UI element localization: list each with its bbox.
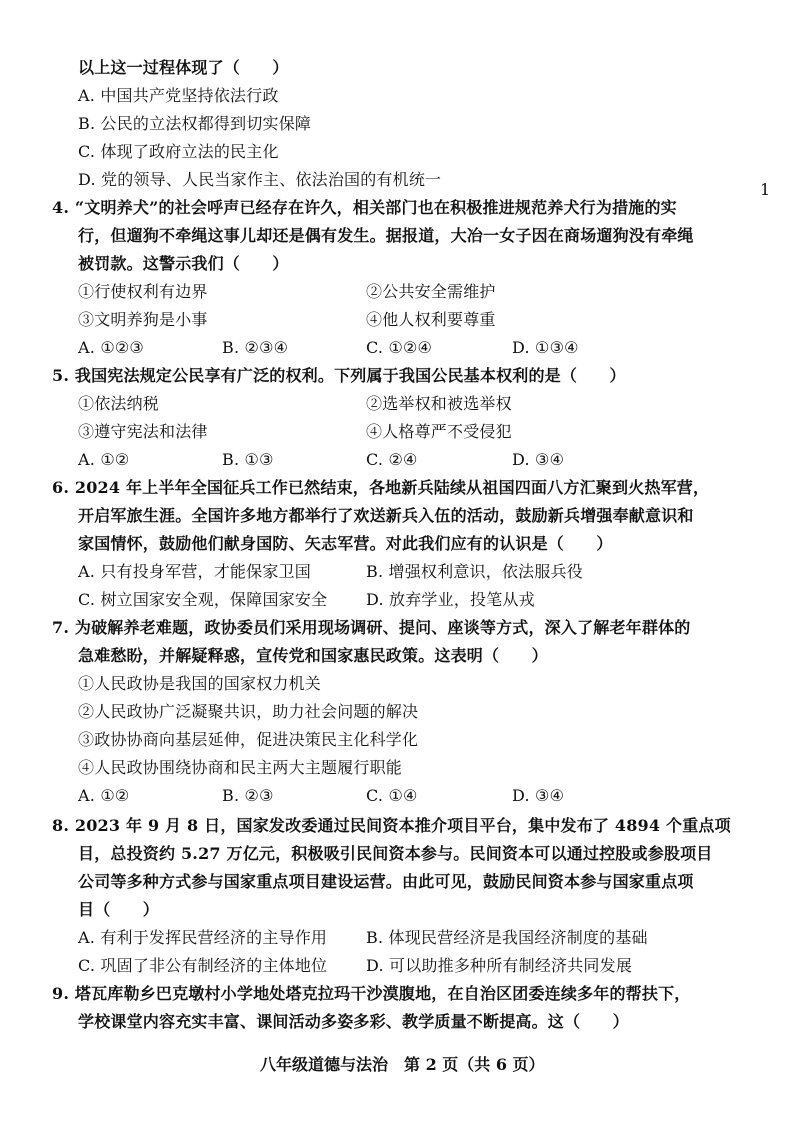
q8-option-d: D. 可以助推多种所有制经济共同发展	[366, 956, 633, 975]
margin-page-mark: 1	[760, 180, 771, 199]
q8-line-3: 公司等多种方式参与国家重点项目建设运营。由此可见，鼓励民间资本参与国家重点项	[78, 872, 694, 891]
q8-line-1: 8. 2023 年 9 月 8 日，国家发改委通过民间资本推介项目平台，集中发布了 4894 个重点项	[52, 816, 731, 835]
q4-option-a: A. ①②③	[78, 338, 144, 357]
q6-option-b: B. 增强权利意识，依法服兵役	[366, 562, 583, 581]
q7-line-2: 急难愁盼，并解疑释惑，宣传党和国家惠民政策。这表明（ ）	[78, 646, 548, 665]
q8-option-c: C. 巩固了非公有制经济的主体地位	[78, 956, 328, 975]
q7-item-2: ②人民政协广泛凝聚共识，助力社会问题的解决	[78, 702, 419, 721]
q4-line-2: 行，但遛狗不牵绳这事儿却还是偶有发生。据报道，大冶一女子因在商场遛狗没有牵绳	[78, 226, 694, 245]
q5-line-1: 5. 我国宪法规定公民享有广泛的权利。下列属于我国公民基本权利的是（ ）	[52, 366, 626, 385]
q3-option-c: C. 体现了政府立法的民主化	[78, 142, 279, 161]
q9-line-1: 9. 塔瓦库勒乡巴克墩村小学地处塔克拉玛干沙漠腹地，在自治区团委连续多年的帮扶下，	[52, 984, 691, 1003]
q5-item-4: ④人格尊严不受侵犯	[366, 422, 512, 441]
q4-item-1: ①行使权利有边界	[78, 282, 208, 301]
q6-line-2: 开启军旅生涯。全国许多地方都举行了欢送新兵入伍的活动，鼓励新兵增强奉献意识和	[78, 506, 694, 525]
q3-option-b: B. 公民的立法权都得到切实保障	[78, 114, 312, 133]
q7-item-3: ③政协协商向基层延伸，促进决策民主化科学化	[78, 730, 419, 749]
q7-option-a: A. ①②	[78, 786, 130, 805]
q5-item-3: ③遵守宪法和法律	[78, 422, 208, 441]
q4-line-3: 被罚款。这警示我们（ ）	[78, 254, 289, 273]
q6-option-a: A. 只有投身军营，才能保家卫国	[78, 562, 311, 581]
q6-option-c: C. 树立国家安全观，保障国家安全	[78, 590, 328, 609]
q7-item-1: ①人民政协是我国的国家权力机关	[78, 674, 322, 693]
q5-option-d: D. ③④	[512, 450, 565, 469]
q7-option-c: C. ①④	[366, 786, 418, 805]
q7-item-4: ④人民政协围绕协商和民主两大主题履行职能	[78, 758, 403, 777]
q5-option-a: A. ①②	[78, 450, 130, 469]
q4-line-1: 4. “文明养犬”的社会呼声已经存在许久，相关部门也在积极推进规范养犬行为措施的实	[52, 198, 677, 217]
q7-option-d: D. ③④	[512, 786, 565, 805]
q3-stem: 以上这一过程体现了（ ）	[78, 58, 289, 77]
page-footer: 八年级道德与法治 第 2 页（共 6 页）	[260, 1055, 545, 1074]
q7-line-1: 7. 为破解养老难题，政协委员们采用现场调研、提问、座谈等方式，深入了解老年群体的	[52, 618, 691, 637]
q3-option-a: A. 中国共产党坚持依法行政	[78, 86, 279, 105]
q4-option-c: C. ①②④	[366, 338, 433, 357]
q9-line-2: 学校课堂内容充实丰富、课间活动多姿多彩、教学质量不断提高。这（ ）	[78, 1012, 629, 1031]
q6-line-1: 6. 2024 年上半年全国征兵工作已然结束，各地新兵陆续从祖国四面八方汇聚到火热军营，	[52, 478, 710, 497]
q5-option-b: B. ①③	[222, 450, 274, 469]
q8-option-b: B. 体现民营经济是我国经济制度的基础	[366, 928, 648, 947]
q6-line-3: 家国情怀，鼓励他们献身国防、矢志军营。对此我们应有的认识是（ ）	[78, 534, 613, 553]
q4-option-d: D. ①③④	[512, 338, 579, 357]
q7-option-b: B. ②③	[222, 786, 274, 805]
q4-item-3: ③文明养狗是小事	[78, 310, 208, 329]
q8-line-4: 目（ ）	[78, 900, 160, 919]
q8-option-a: A. 有利于发挥民营经济的主导作用	[78, 928, 328, 947]
q5-option-c: C. ②④	[366, 450, 418, 469]
q4-item-4: ④他人权利要尊重	[366, 310, 496, 329]
q6-option-d: D. 放弃学业，投笔从戎	[366, 590, 535, 609]
q5-item-2: ②选举权和被选举权	[366, 394, 512, 413]
q4-item-2: ②公共安全需维护	[366, 282, 496, 301]
q8-line-2: 目，总投资约 5.27 万亿元，积极吸引民间资本参与。民间资本可以通过控股或参股项目	[78, 844, 713, 863]
q5-item-1: ①依法纳税	[78, 394, 160, 413]
q4-option-b: B. ②③④	[222, 338, 289, 357]
q3-option-d: D. 党的领导、人民当家作主、依法治国的有机统一	[78, 170, 442, 189]
